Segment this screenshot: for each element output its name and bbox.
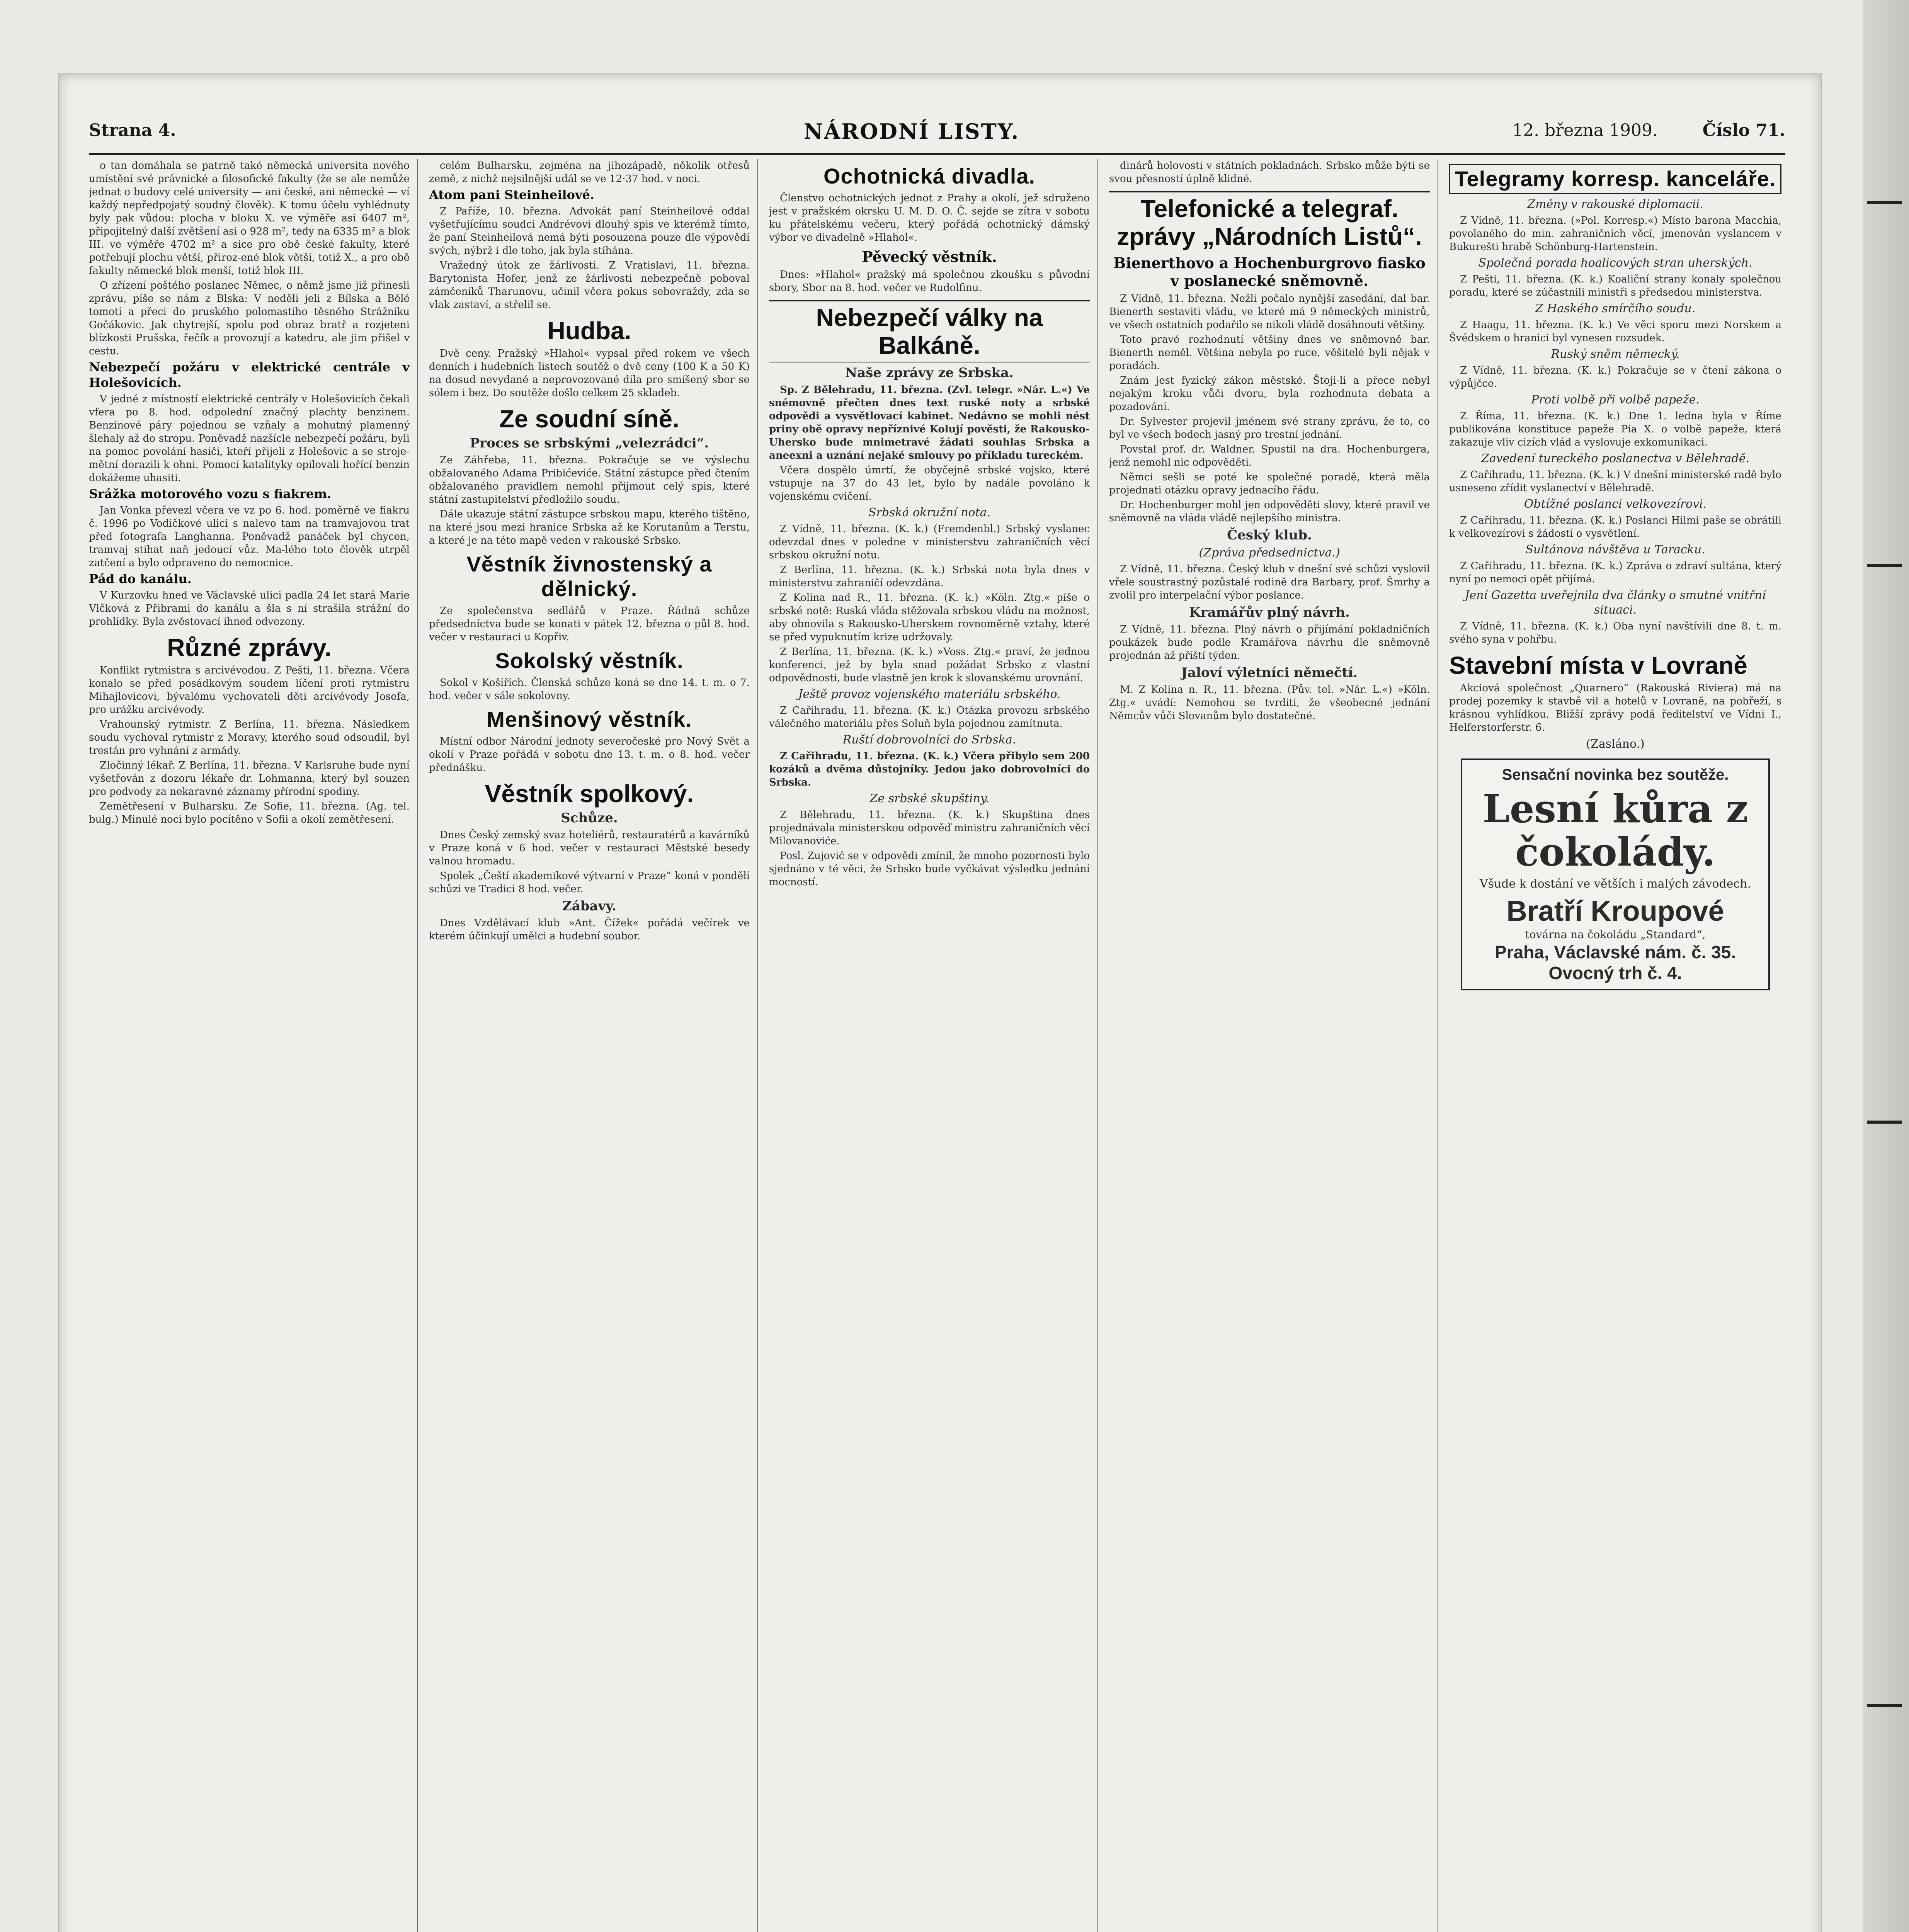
paragraph: Dále ukazuje státní zástupce srbskou mapu, kterého tištěno, na které jsou mezi hranice Srbska až ke Korutanům a Terstu, a které je na této mapě veden v rakouské Srbsko.	[429, 509, 750, 546]
article-subheading: Jení Gazetta uveřejnila dva články o smutné vnitřní situaci.	[1465, 588, 1766, 617]
column-text	[769, 164, 1090, 889]
paragraph: Dnes Vzdělávací klub »Ant. Čížek« pořádá večírek ve kterém účinkují umělci a hudební soubor.	[429, 917, 750, 942]
article-subheading: Změny v rakouské diplomacii.	[1527, 197, 1703, 211]
column-4	[1109, 159, 1430, 1932]
article-subheading: Srbská okružní nota.	[868, 506, 991, 519]
section-heading: Nebezpečí války na Balkáně.	[769, 300, 1090, 362]
header-rule	[89, 153, 1785, 155]
section-heading: Věstník spolkový.	[485, 780, 694, 808]
column-rule	[417, 159, 418, 1932]
article-heading: Pád do kanálu.	[89, 571, 192, 586]
section-heading: Stavební místa v Lovraně	[1449, 651, 1747, 679]
article-subheading: Schůze.	[561, 810, 618, 826]
article-subheading: Ruský sněm německý.	[1551, 347, 1680, 361]
paragraph: Včera dospělo úmrtí, že obyčejně srbské vojsko, které vstupuje na 37 do 43 let, bylo by nadále povoláno k vojenskému cvičení.	[769, 464, 1090, 502]
article-subheading: Ze srbské skupštiny.	[869, 792, 989, 805]
paragraph: Dvě ceny. Pražský »Hlahol« vypsal před rokem ve všech denních i hudebních listech soutěž o dvě ceny (100 K a 50 K) na dosud nevydané a neprovozované díla pro smíšený sbor se sólem i bez. Do soutěže došlo celkem 25 skladeb.	[429, 348, 750, 399]
paragraph: Dr. Hochenburger mohl jen odpověděti slovy, které pravil ve sněmovně na vláda vládě nejlepšího ministra.	[1109, 499, 1430, 524]
paragraph: Ze Záhřeba, 11. března. Pokračuje se ve výslechu obžalovaného Adama Pribićeviće. Státní zástupce před čtením obžalovaného pravidlem nemohl přijmout celý spis, které státní zastupitelství předložilo soudu.	[429, 454, 750, 505]
section-heading: Hudba.	[547, 317, 631, 345]
paragraph: Jan Vonka převezl včera ve vz po 6. hod. poměrně ve fiakru č. 1996 po Vodičkové ulici s nalevo tam na tramvajovou trat před fotografa Langhanna. Poněvadž panáček byl chycen, tramvaj stihat naň jedoucí vůz. Ma-lého toto člověk utrpěl zatčení a bylo odpraveno do nemocnice.	[89, 505, 410, 569]
paragraph: V Kurzovku hned ve Václavské ulici padla 24 let stará Marie Vlčková z Přibrami do kanálu a šla s ní strašila strážní do prohlídky. Byla zvěstovací ihned odvezeny.	[89, 590, 410, 628]
article-subheading: Společná porada hoalicových stran uherských.	[1478, 256, 1752, 270]
column-text	[89, 159, 410, 826]
paragraph: Posl. Zujović se v odpovědi zmínil, že mnoho pozornosti bylo sjednáno v té věci, že Srbsko bude vyčkávat výsledku jednání mocností.	[769, 850, 1090, 888]
section-heading: Pěvecký věstník.	[862, 248, 997, 265]
paragraph: Vrahounský rytmistr. Z Berlína, 11. března. Následkem soudu vychoval rytmistr z Moravy, kterého soud odsoudil, byl trestán pro vyhnání z armády.	[89, 719, 410, 757]
article-subheading: Proces se srbskými „velezrádci“.	[470, 435, 709, 451]
edge-mark	[1867, 201, 1902, 204]
paragraph: Z Cařihradu, 11. března. (K. k.) Otázka provozu srbského válečného materiálu přes Soluň byla pojednou zamítnuta.	[769, 705, 1090, 730]
article-heading: Atom pani Steinheilové.	[429, 187, 595, 202]
article-subheading: Kramářův plný návrh.	[1189, 605, 1350, 620]
article-heading: Srážka motorového vozu s fiakrem.	[89, 486, 332, 501]
chocolate-advertisement	[1461, 759, 1770, 990]
ad-tagline: Sensační novinka bez soutěže.	[1502, 766, 1729, 783]
paragraph: Vražedný útok ze žárlivosti. Z Vratislavi, 11. března. Barytonista Hofer, jenž ze žárlivosti nebezpečně poboval zámčeníků Tharunovu, učinil včera pokus sebevraždy, zda se vlak zastaví, a střelil se.	[429, 260, 750, 311]
paragraph: dinárů holovosti v státních pokladnách. Srbsko může býti se svou přesností úplně klidné.	[1109, 160, 1430, 185]
paragraph: Konflikt rytmistra s arcivévodou. Z Pešti, 11. března. Včera konalo se před posádkovým soudem líčení proti rytmistru Mihajlovicovi, bývalému vychovateli děti arcivévody Josefa, pro urážku arcivévody.	[89, 665, 410, 716]
paragraph: Z Berlína, 11. března. (K. k.) Srbská nota byla dnes v ministerstvu zahraničí odevzdána.	[769, 564, 1090, 589]
paragraph: Z Cařihradu, 11. března. (K. k.) Zpráva o zdraví sultána, který nyní po nemoci opět přijímá.	[1449, 560, 1781, 585]
article-subheading: Ještě provoz vojenského materiálu srbského.	[798, 687, 1061, 701]
paragraph: Z Pešti, 11. března. (K. k.) Koaliční strany konaly společnou poradu, které se zúčastnili ministři s předsedou ministerstva.	[1449, 274, 1781, 298]
article-subheading: Zavedení tureckého poslanectva v Bělehradě.	[1481, 452, 1750, 465]
column-rule	[757, 159, 758, 1932]
column-rule	[1097, 159, 1098, 1932]
article-subheading: Naše zprávy ze Srbska.	[845, 365, 1014, 381]
section-heading: Ochotnická divadla.	[823, 164, 1036, 188]
paragraph: Z Berlína, 11. března. (K. k.) »Voss. Ztg.« praví, že jednou konferenci, jež by byla snad požádat Srbsko z vlastní odpovědnosti, bude vlastně jen krok k slovanskému urovnání.	[769, 646, 1090, 684]
column-1	[89, 159, 410, 1932]
article-subheading: Ruští dobrovolníci do Srbska.	[842, 733, 1016, 747]
paragraph: Z Vídně, 11. března. (K. k.) (Fremdenbl.) Srbský vyslanec odevzdal dnes v poledne v ministerstvu zahraničních věcí srbskou okružní notu.	[769, 523, 1090, 561]
article-subheading: (Zpráva předsednictva.)	[1199, 546, 1340, 560]
ad-address: Praha, Václavské nám. č. 35. Ovocný trh č. 4.	[1495, 942, 1736, 983]
paragraph: Z Bělehradu, 11. března. (K. k.) Skupština dnes projednávala ministerskou odpověď ministru zahraničních věcí Milovanoviće.	[769, 809, 1090, 847]
ad-headline: Lesní kůra z čokolády.	[1482, 786, 1748, 875]
paragraph: Členstvo ochotnických jednot z Prahy a okolí, jež sdruženo jest v pražském okrsku U. M. D. O. Č. sejde se zítra v sobotu ku přátelskému večeru, který pořádá ochotnický dámský výbor ve divadelně »Hlahol«.	[769, 192, 1090, 243]
section-heading: Věstník živnostenský a dělnický.	[466, 552, 712, 601]
paragraph: Dnes: »Hlahol« pražský má společnou zkoušku s původní sbory, Sbor na 8. hod. večer ve Rudolfinu.	[769, 269, 1090, 294]
paragraph: Z Cařihradu, 11. března. (K. k.) V dnešní ministerské radě bylo usneseno zřídit vyslanectví v Bělehradě.	[1449, 469, 1781, 494]
paragraph: M. Z Kolína n. R., 11. března. (Pův. tel. »Nár. L.«) »Köln. Ztg.« uvádí: Nemohou se tvrditi, že všeobecné jednání Němcův vůči Slovanům bylo dostatečné.	[1109, 684, 1430, 722]
issue-date: 12. března 1909.	[1512, 121, 1658, 140]
paragraph: Zemětřesení v Bulharsku. Ze Sofie, 11. března. (Ag. tel. bulg.) Minulé noci bylo pocítěno v Sofii a okolí zemětřesení.	[89, 801, 410, 825]
paragraph: Němci sešli se poté ke společné poradě, která měla projednati otázku opravy jednacího řádu.	[1109, 471, 1430, 496]
article-subheading: Český klub.	[1227, 527, 1312, 543]
paragraph: Z Vídně, 11. března. (K. k.) Pokračuje se v čtení zákona o výpůjčce.	[1449, 365, 1781, 389]
scanner-edge	[1863, 0, 1909, 1932]
paragraph: V jedné z místností elektrické centrály v Holešovicích čekali vfera po 8. hod. odpolední značný plachty benzinem. Benzinové páry pojednou se vzňaly a mohutný plamenný šlehaly až do stropu. Poněvadž nazšícle nebezpečí požáru, byli na pomoc povolání hasiči, kteří přijeli z Holešovic a se stroje-mětní dorazili k ohni. Pomocí katalityky opilovali hořící benzin dokážeme uhasiti.	[89, 393, 410, 484]
paragraph: Toto pravé rozhodnutí většiny dnes ve sněmovně bar. Bienerth neměl. Většina nebyla po ruce, věšitelé byli nějak v poradách.	[1109, 334, 1430, 372]
column-5	[1449, 159, 1781, 1932]
column-2	[429, 159, 750, 1932]
paragraph: Dr. Sylvester projevil jménem své strany zprávu, že to, co byl ve všech bodech jasný pro trestní jednání.	[1109, 416, 1430, 440]
paragraph: Z Kolína nad R., 11. března. (K. k.) »Köln. Ztg.« píše o srbské notě: Ruská vláda stěžovala srbskou vládu na možnost, aby obnovila s Rakousko-Uherskem rovnoměrně vztahy, které se před vypuknutím krize udržovaly.	[769, 592, 1090, 643]
paragraph: Z Vídně, 11. března. (K. k.) Oba nyní navštívili dne 8. t. m. svého syna v pohřbu.	[1449, 621, 1781, 645]
section-heading: Sokolský věstník.	[495, 648, 684, 673]
article-subheading: Z Haského smírčího soudu.	[1535, 302, 1696, 315]
paragraph: Z Vídně, 11. března. Nežli počalo nynější zasedání, dal bar. Bienerth sestaviti vládu, ve které má 9 německých ministrů, ve všech ostatních podařilo se nikoli vládě dosáhnouti většiny.	[1109, 293, 1430, 331]
paragraph: Z Cařihradu, 11. března. (K. k.) Poslanci Hilmi paše se obrátili k velkovezírovi s žádostí o vysvětlení.	[1449, 515, 1781, 539]
section-heading: Ze soudní síně.	[499, 405, 679, 433]
paragraph: Dnes Český zemský svaz hoteliérů, restauratérů a kavárníků v Praze koná v 6 hod. večer v restauraci Městské besedy valnou hromadu.	[429, 829, 750, 867]
paragraph: Z Říma, 11. března. (K. k.) Dne 1. ledna byla v Říme publikována konstituce papeže Pia X. o volbě papeže, která zakazuje vliv cizích vlád a vyslovuje exkomunikaci.	[1449, 410, 1781, 448]
paragraph: Zločinný lékař. Z Berlína, 11. března. V Karlsruhe bude nyní vyšetřován z dozoru lékaře dr. Lohmanna, který byl souzen pro podvody za nekaravné záznamy přírodní spodiny.	[89, 760, 410, 798]
article-heading: Nebezpečí požáru v elektrické centrále v Holešovicích.	[89, 360, 410, 390]
paragraph: celém Bulharsku, zejména na jihozápadě, několik otřesů země, z nichž nejsilnější udál se ve 12·37 hod. v noci.	[429, 160, 750, 185]
paragraph: Ze společenstva sedlářů v Praze. Řádná schůze předsedníctva bude se konati v pátek 12. března o půl 8. hod. večer v restauraci u Kopřiv.	[429, 605, 750, 643]
paragraph: Znám jest fyzický zákon městské. Štoji-li a přece nebyl nejakým kroku vůči dvoru, byla rozhodnuta debata a pozadování.	[1109, 375, 1430, 413]
paragraph: Sp. Z Bělehradu, 11. března. (Zvl. telegr. »Nár. L.«) Ve snémovně přečten dnes text ruské noty a srbské odpovědi a vysvětlovací kabinet. Nedávno se mohli nést priny obě opravy nepříznivé Kolují pověsti, že Rakousko-Uhersko bude mnimetravé žádati souhlas Srbska a aneexni a uznání nejaké smlouvy po příkladu tureckém.	[769, 384, 1090, 461]
paragraph: Povstal prof. dr. Waldner. Spustil na dra. Hochenburgera, jenž nemohl nic odpověděti.	[1109, 444, 1430, 468]
paragraph: Z Paříže, 10. března. Advokát paní Steinheilové oddal vyšetřujícímu soudci Andrévovi dlouhý spis ve kterémž tímto, že paní Steinheilová nemá býti posouzena pouze dle výpovědí svých, nýbrž i dle toho, jak byla stíhána.	[429, 206, 750, 257]
paragraph: Z Haagu, 11. března. (K. k.) Ve věci sporu mezi Norskem a Švédskem o hranici byl vynesen rozsudek.	[1449, 319, 1781, 344]
ad-availability: Všude k dostání ve větších i malých závodech.	[1479, 877, 1751, 891]
paragraph: Spolek „Čeští akademikové výtvarní v Praze“ koná v pondělí schůzi ve Tradici 8 hod. večer.	[429, 870, 750, 895]
page-number: Strana 4.	[89, 121, 176, 140]
edge-mark	[1867, 1704, 1902, 1707]
running-header	[89, 121, 1785, 151]
paragraph: Místní odbor Národní jednoty severočeské pro Nový Svět a okolí v Praze pořádá v sobotu dne 13. t. m. o 8. hod. večer přednášku.	[429, 736, 750, 774]
paragraph: o tan domáhala se patrně také německá universita nového umístění své právnické a filosofické fakulty (že se ale nemůže jednat o budovy celé university — ani české, ani německé — ví každý nepředpojatý soudný člověk). K tomu účelu vyhlédnuty byly pak vůdou: plocha v bloku X. ve výměře asi 6407 m², připojitelný další zvětšení asi o 928 m², tedy na 6335 m² a blok III. ve výměře 4702 m² a sice pro obě české fakulty, které potřebují plochu větší, přiroz-ené blok větší, totiž X., a pro obě fakulty německé blok menší, totiž blok III.	[89, 160, 410, 277]
edge-mark	[1867, 1121, 1902, 1124]
article-subheading: Sultánova návštěva u Taracku.	[1525, 543, 1705, 556]
column-text	[1109, 159, 1430, 723]
article-subheading: Zábavy.	[562, 898, 617, 914]
ad-brand: Bratří Kroupové	[1506, 895, 1724, 927]
paragraph: Z Vídně, 11. března. Český klub v dnešní své schůzi vyslovil vřele soustrastný pozůstalé rodině dra Barbary, prof. Šmrhy a zvolil pro interpelační výbor poslance.	[1109, 563, 1430, 601]
zaslano-label: (Zasláno.)	[1586, 737, 1645, 751]
article-subheading: Obtížné poslanci velkovezírovi.	[1524, 497, 1707, 511]
paragraph: Z Vídně, 11. března. (»Pol. Korresp.«) Místo barona Macchia, povolaného do min. zahraničních věcí, jmenován vyslancem v Bukurešti hrabě Schönburg-Hartenstein.	[1449, 215, 1781, 253]
ad-factory: továrna na čokoládu „Standard“,	[1525, 928, 1706, 941]
newspaper-title: NÁRODNÍ LISTY.	[804, 119, 1020, 144]
paragraph: Z Vídně, 11. března. Plný návrh o přijímání pokladničních poukázek bude podle Kramářova návrhu dle sněmovně projednán až příští týden.	[1109, 624, 1430, 662]
paragraph: O zřízení poštého poslanec Němec, o němž jsme již přinesli zprávu, píše se nám z Blska: V neděli jeli z Bílska a Bělé tomotí a přeci do pruského polomastiho těsného Strážniku Gočákovic. Jak chytrejší, spolu pod obraz bratř a rozjeteni blízkosti Prušska, řečík a provozují a katedru, ale jim přišel v cestu.	[89, 280, 410, 357]
column-text	[429, 159, 750, 943]
paragraph: Akciová společnost „Quarnero“ (Rakouská Riviera) má na prodej pozemky k stavbě vil a hotelů v Lovraně, na pobřeží, s krásnou vyhlídkou. Bližší zprávy podá ředitelství ve Vídni I., Helferstorferstr. 6.	[1449, 682, 1781, 733]
edge-mark	[1867, 564, 1902, 567]
section-heading: Telegramy korresp. kanceláře.	[1449, 164, 1781, 194]
column-text	[1449, 164, 1781, 990]
article-subheading: Bienerthovo a Hochenburgrovo fiasko v poslanecké sněmovně.	[1113, 254, 1426, 289]
section-heading: Různé zprávy.	[167, 634, 332, 662]
issue-number: Číslo 71.	[1702, 121, 1785, 140]
article-subheading: Proti volbě při volbě papeže.	[1531, 393, 1700, 406]
article-subheading: Jaloví výletníci němečtí.	[1181, 665, 1358, 680]
section-heading: Telefonické a telegraf. zprávy „Národních Listů“.	[1109, 191, 1430, 250]
column-3	[769, 159, 1090, 1932]
paragraph: Sokol v Košířích. Členská schůze koná se dne 14. t. m. o 7. hod. večer v sále sokolovny.	[429, 677, 750, 702]
section-heading: Menšinový věstník.	[487, 707, 692, 731]
paragraph: Z Cařihradu, 11. března. (K. k.) Včera přibylo sem 200 kozáků a dvěma důstojníky. Jedou jako dobrovolníci do Srbska.	[769, 750, 1090, 788]
